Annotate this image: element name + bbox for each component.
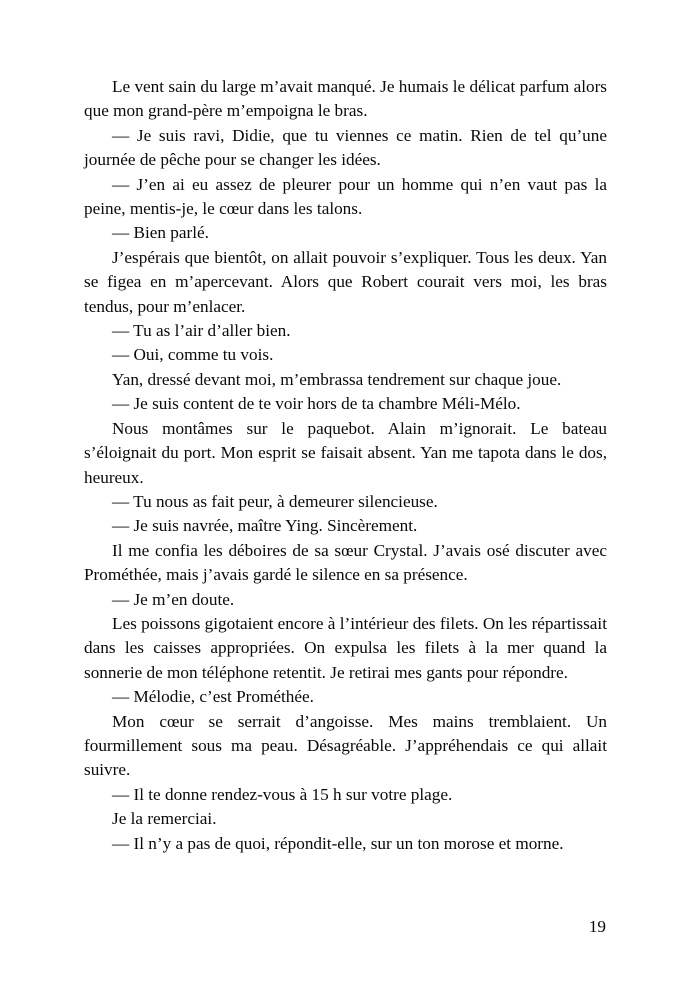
paragraph: — J’en ai eu assez de pleurer pour un homme qui n’en vaut pas la peine, mentis-je, le cœur dans les talons. xyxy=(84,174,607,219)
paragraph: Il me confia les déboires de sa sœur Crystal. J’avais osé discuter avec Prométhée, mais j’avais gardé le silence en sa présence. xyxy=(84,540,607,585)
paragraph: Les poissons gigotaient encore à l’intérieur des filets. On les répartissait dans les caisses appropriées. On expulsa les filets à la mer quand la sonnerie de mon téléphone retentit. Je retirai mes gants pour répondre. xyxy=(84,613,607,682)
paragraph: — Il te donne rendez-vous à 15 h sur votre plage. xyxy=(112,784,453,804)
paragraph: Le vent sain du large m’avait manqué. Je humais le délicat parfum alors que mon grand-père m’empoigna le bras. xyxy=(84,77,607,121)
paragraph: Nous montâmes sur le paquebot. Alain m’ignorait. Le bateau s’éloignait du port. Mon esprit se faisait absent. Yan me tapota dans le dos, heureux. xyxy=(84,418,607,487)
page-number: 19 xyxy=(588,917,606,936)
body-text xyxy=(84,75,607,856)
paragraph: J’espérais que bientôt, on allait pouvoir s’expliquer. Tous les deux. Yan se figea en m’apercevant. Alors que Robert courait vers moi, les bras tendus, pour m’enlacer. xyxy=(84,247,607,316)
paragraph: — Tu as l’air d’aller bien. xyxy=(112,321,291,341)
paragraph: — Je suis navrée, maître Ying. Sincèrement. xyxy=(112,516,418,536)
paragraph: Je la remerciai. xyxy=(112,809,217,829)
paragraph: — Oui, comme tu vois. xyxy=(112,345,274,365)
paragraph: — Je suis ravi, Didie, que tu viennes ce matin. Rien de tel qu’une journée de pêche pour se changer les idées. xyxy=(84,125,607,170)
paragraph: — Mélodie, c’est Prométhée. xyxy=(112,687,314,707)
paragraph: — Il n’y a pas de quoi, répondit-elle, sur un ton morose et morne. xyxy=(112,833,564,853)
paragraph: — Bien parlé. xyxy=(112,223,209,243)
paragraph: Mon cœur se serrait d’angoisse. Mes mains tremblaient. Un fourmillement sous ma peau. Désagréable. J’appréhendais ce qui allait suivre. xyxy=(84,711,607,780)
paragraph: — Je suis content de te voir hors de ta chambre Méli-Mélo. xyxy=(112,394,521,414)
paragraph: Yan, dressé devant moi, m’embrassa tendrement sur chaque joue. xyxy=(112,369,562,389)
paragraph: — Tu nous as fait peur, à demeurer silencieuse. xyxy=(112,491,438,511)
paragraph: — Je m’en doute. xyxy=(112,589,235,609)
